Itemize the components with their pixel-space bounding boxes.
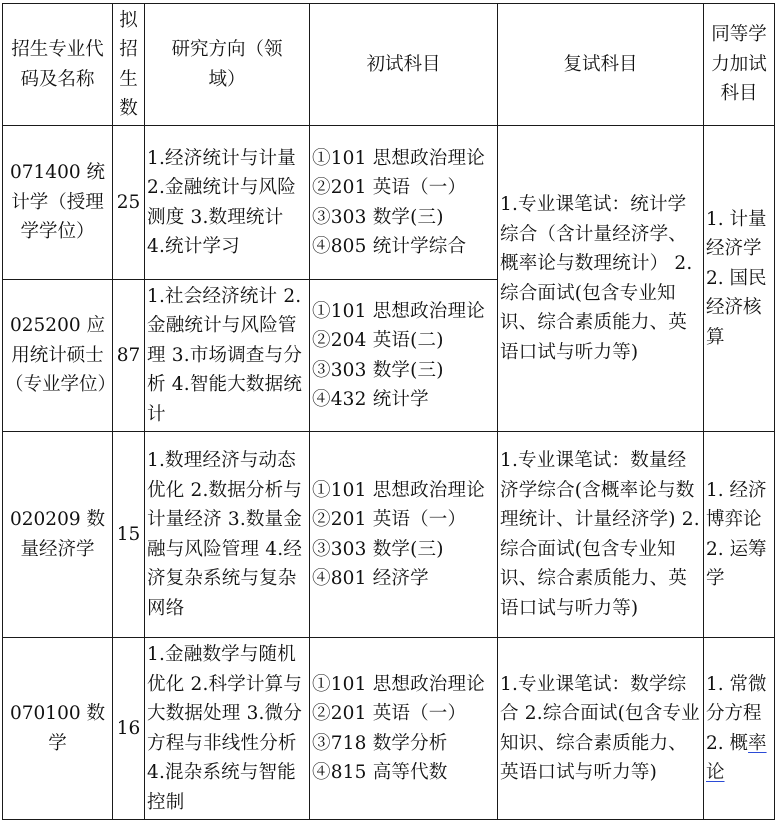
- direction-cell: 1.数理经济与动态优化 2.数据分析与计量经济 3.数量金融与风险管理 4.经济复杂系统与复杂网络: [145, 432, 310, 638]
- direction-cell: 1.经济统计与计量 2.金融统计与风险测度 3.数理统计 4.统计学习: [145, 126, 310, 280]
- direction-cell: 1.金融数学与随机优化 2.科学计算与大数据处理 3.微分方程与非线性分析 4.混杂系统与智能控制: [145, 638, 310, 820]
- exam-item: ①101 思想政治理论: [312, 300, 485, 322]
- header-quota: 拟招生数: [113, 4, 145, 126]
- exam-item: ①101 思想政治理论: [312, 147, 485, 169]
- header-row: [3, 4, 775, 126]
- retest-cell: 1.专业课笔试：数学综合 2.综合面试(包含专业知识、综合素质能力、英语口试与听力等): [498, 638, 704, 820]
- initial-exam-cell: [310, 126, 498, 280]
- exam-item: ②204 英语(二): [312, 330, 444, 351]
- exam-item: ③303 数学(三): [312, 206, 444, 228]
- exam-item: ②201 英语（一）: [312, 177, 467, 198]
- equivalent-exam-cell: 1. 经济博弈论 2. 运筹学: [704, 432, 775, 638]
- exam-item: ④432 统计学: [312, 389, 429, 410]
- initial-exam-cell: [310, 432, 498, 638]
- exam-item: ③718 数学分析: [312, 732, 448, 754]
- retest-cell: 1.专业课笔试：统计学综合（含计量经济学、概率论与数理统计） 2.综合面试(包含专业知识、综合素质能力、英语口试与听力等): [498, 126, 704, 432]
- major-cell: 071400 统计学（授理学学位）: [3, 126, 113, 280]
- probability-link[interactable]: 率论: [706, 732, 767, 783]
- quota-cell: 25: [113, 126, 145, 280]
- table-row: [3, 638, 775, 820]
- header-major: 招生专业代码及名称: [3, 4, 113, 126]
- header-retest-exams: 复试科目: [498, 4, 704, 126]
- equivalent-exam-cell: 1. 计量经济学 2. 国民经济核算: [704, 126, 775, 432]
- initial-exam-cell: [310, 638, 498, 820]
- major-cell: 070100 数学: [3, 638, 113, 820]
- enrollment-table: [2, 3, 775, 820]
- quota-cell: 15: [113, 432, 145, 638]
- exam-item: ④805 统计学综合: [312, 236, 467, 257]
- quota-cell: 87: [113, 280, 145, 432]
- direction-cell: 1.社会经济统计 2.金融统计与风险管理 3.市场调查与分析 4.智能大数据统计: [145, 280, 310, 432]
- retest-cell: 1.专业课笔试：数量经济学综合(含概率论与数理统计、计量经济学) 2.综合面试(包含专业知识、综合素质能力、英语口试与听力等): [498, 432, 704, 638]
- equivalent-exam-text: 2. 概: [706, 732, 749, 754]
- initial-exam-cell: [310, 280, 498, 432]
- major-cell: 025200 应用统计硕士（专业学位）: [3, 280, 113, 432]
- exam-item: ③303 数学(三): [312, 359, 444, 381]
- equivalent-exam-cell: [704, 638, 775, 820]
- exam-item: ④815 高等代数: [312, 762, 448, 783]
- exam-item: ③303 数学(三): [312, 538, 444, 560]
- table-row: [3, 126, 775, 280]
- exam-item: ④801 经济学: [312, 568, 429, 589]
- header-direction: 研究方向（领域）: [145, 4, 310, 126]
- header-initial-exams: 初试科目: [310, 4, 498, 126]
- quota-cell: 16: [113, 638, 145, 820]
- exam-item: ①101 思想政治理论: [312, 673, 485, 695]
- equivalent-exam-text: 1. 常微分方程: [706, 673, 767, 724]
- major-cell: 020209 数量经济学: [3, 432, 113, 638]
- header-equivalent-exams: 同等学力加试科目: [704, 4, 775, 126]
- exam-item: ②201 英语（一）: [312, 509, 467, 530]
- exam-item: ②201 英语（一）: [312, 703, 467, 724]
- exam-item: ①101 思想政治理论: [312, 479, 485, 501]
- table-row: [3, 432, 775, 638]
